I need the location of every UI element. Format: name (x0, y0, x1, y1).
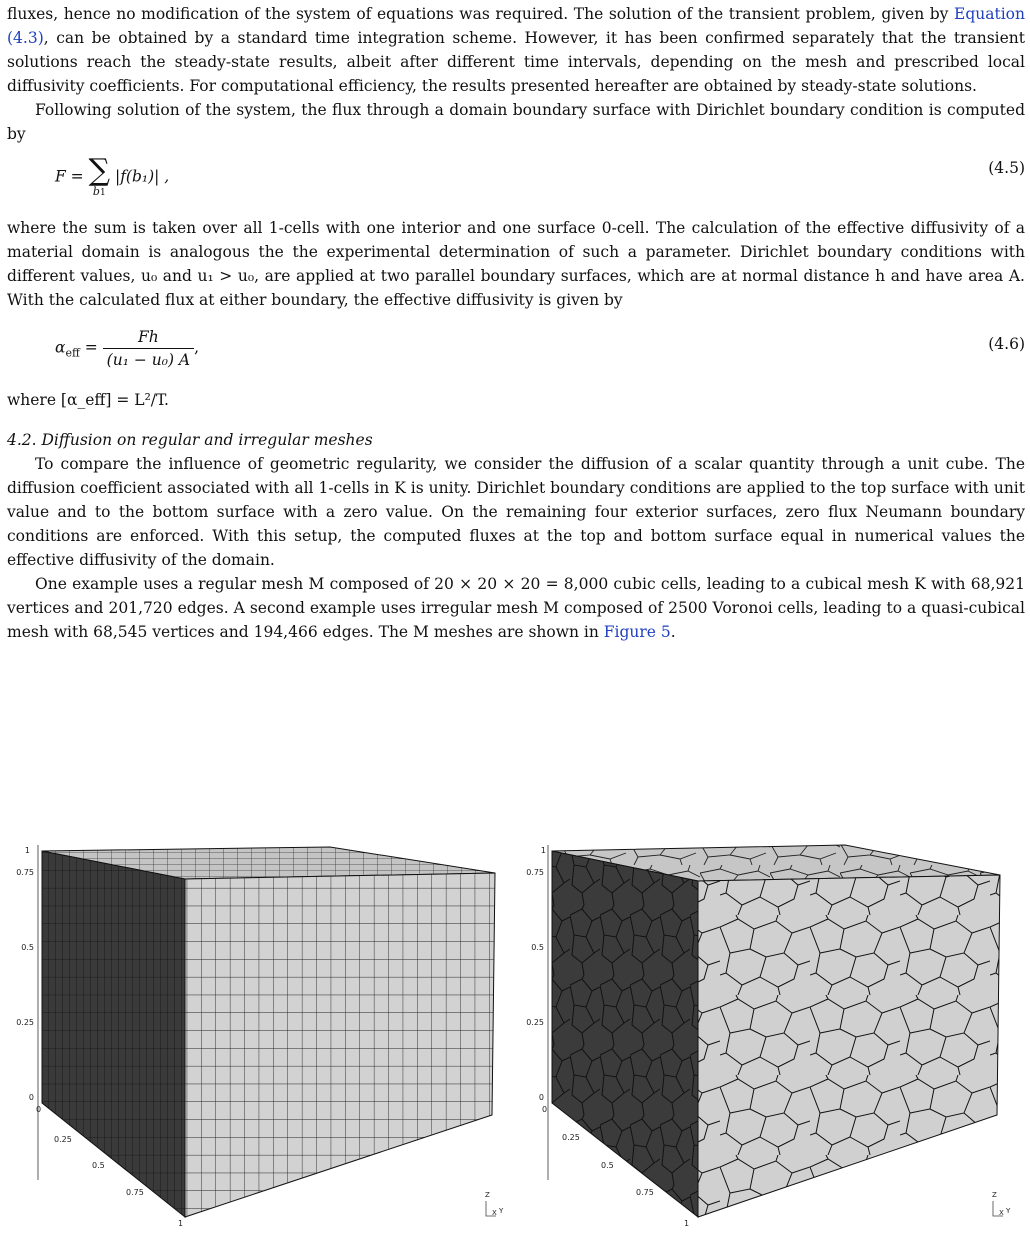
equation-4-3-link[interactable]: Equation (4.3) (7, 5, 1025, 47)
paper-page (7, 0, 1025, 644)
left-z-tick-0-75: 0.75 (16, 868, 34, 877)
equation-number-4-5: (4.5) (988, 159, 1025, 177)
voronoi-mesh-panel (526, 845, 1011, 1228)
right-z-tick-1: 1 (540, 846, 546, 855)
paragraph-4: where [α_eff] = L²/T. (7, 391, 169, 409)
paragraph-1: fluxes, hence no modification of the system of equations was required. The solution of the transient problem, given by Equation (4.3), can be obtained by a standard time integration scheme. However, it has been confirmed separately that the transient solutions reach the steady-state results, albeit after different time intervals, depending on the mesh and prescribed local diffusivity coefficients. For computational efficiency, the results presented hereafter are obtained by steady-state solutions. (7, 5, 1025, 95)
svg-text:X: X (492, 1209, 497, 1217)
paragraph-2: Following solution of the system, the flux through a domain boundary surface with Dirichlet boundary condition is computed by (7, 101, 1025, 143)
right-z-tick-0-75: 0.75 (526, 868, 544, 877)
right-x-tick-0-75: 0.75 (636, 1188, 654, 1197)
svg-text:Y: Y (1006, 1207, 1011, 1215)
svg-text:X: X (999, 1209, 1004, 1217)
svg-text:Z: Z (992, 1191, 997, 1199)
voronoi-cube-side-face (552, 851, 698, 1217)
equation-4-5: F = ∑ b1 |f(b₁)| , (4.5) (55, 153, 1025, 198)
paragraph-5: To compare the influence of geometric regularity, we consider the diffusion of a scalar quantity through a unit cube. The diffusion coefficient associated with all 1-cells in K is unity. Dirichlet boundary conditions are applied to the top surface with unit value and to the bottom surface with a zero value. On the remaining four exterior surfaces, zero flux Neumann boundary conditions are enforced. With this setup, the computed fluxes at the top and bottom surface equal in numerical values the effective diffusivity of the domain. (7, 455, 1025, 569)
left-axes-glyph (485, 1191, 504, 1217)
right-axes-glyph (992, 1191, 1011, 1217)
left-x-tick-0-5: 0.5 (92, 1161, 105, 1170)
equation-4-6: $\alpha_{eff}$ = $\frac{Fh}{\text{(u₁ − u₀) A}}$ , (4.6) (55, 328, 1025, 369)
paragraph-3: where the sum is taken over all 1-cells with one interior and one surface 0-cell. The calculation of the effective diffusivity of a material domain is analogous the the experimental determination of such a parameter. Dirichlet boundary conditions with different values, u₀ and u₁ > u₀, are applied at two parallel boundary surfaces, which are at normal distance h and have area A. With the calculated flux at either boundary, the effective diffusivity is given by (7, 219, 1025, 309)
right-z-tick-0-5: 0.5 (531, 943, 544, 952)
regular-mesh-panel (16, 845, 504, 1228)
right-x-tick-0-25: 0.25 (562, 1133, 580, 1142)
left-x-tick-1: 1 (178, 1219, 184, 1228)
regular-cube-front-face (185, 873, 495, 1217)
effective-diffusivity-fraction: $\frac{Fh}{\text{(u₁ − u₀) A}}$ (103, 326, 194, 371)
section-heading: 4.2. Diffusion on regular and irregular meshes (7, 431, 373, 449)
right-x-tick-1: 1 (684, 1219, 690, 1228)
figure-5 (0, 835, 1030, 1235)
left-x-tick-0-75: 0.75 (126, 1188, 144, 1197)
equation-number-4-6: (4.6) (988, 335, 1025, 353)
left-x-tick-0: 0 (36, 1105, 42, 1114)
right-x-tick-0-5: 0.5 (601, 1161, 614, 1170)
paragraph-6: One example uses a regular mesh M composed of 20 × 20 × 20 = 8,000 cubic cells, leading to a cubical mesh K with 68,921 vertices and 201,720 edges. A second example uses irregular mesh M composed of 2500 Voronoi cells, leading to a quasi-cubical mesh with 68,545 vertices and 194,466 edges. The M meshes are shown in Figure 5. (7, 575, 1025, 641)
left-x-tick-0-25: 0.25 (54, 1135, 72, 1144)
summation-symbol: ∑ b1 (88, 153, 111, 198)
right-z-tick-0-25: 0.25 (526, 1018, 544, 1027)
figure-svg (0, 835, 1030, 1235)
right-z-tick-0: 0 (538, 1093, 544, 1102)
figure-5-link[interactable]: Figure 5 (603, 623, 671, 641)
left-z-tick-0-25: 0.25 (16, 1018, 34, 1027)
left-z-tick-0-5: 0.5 (21, 943, 34, 952)
left-z-tick-0: 0 (28, 1093, 34, 1102)
svg-text:Y: Y (499, 1207, 504, 1215)
regular-cube-side-face (42, 851, 185, 1217)
svg-text:Z: Z (485, 1191, 490, 1199)
left-z-tick-1: 1 (24, 846, 30, 855)
voronoi-cube-front-face (698, 875, 1000, 1217)
right-x-tick-0: 0 (542, 1105, 548, 1114)
